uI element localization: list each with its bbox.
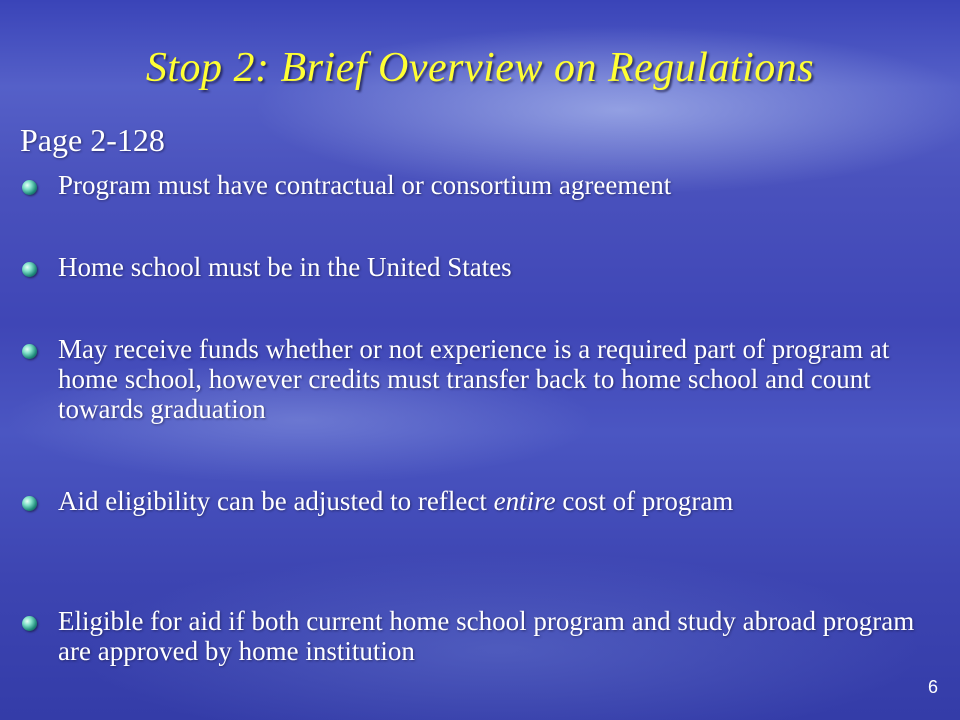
bullet-orb-icon <box>22 344 37 359</box>
bullet-orb-icon <box>22 262 37 277</box>
bullet-text: Eligible for aid if both current home school program and study abroad program are approved by home institution <box>58 606 915 666</box>
page-number: 6 <box>927 677 938 697</box>
bullet-text-emphasis: entire <box>493 486 556 516</box>
bullet-text-after: cost of program <box>555 486 734 516</box>
bullet-orb-icon <box>22 496 37 511</box>
bullet-text: Program must have contractual or consortium agreement <box>58 170 672 200</box>
slide-title: Stop 2: Brief Overview on Regulations <box>145 45 815 91</box>
bullet-orb-icon <box>22 616 37 631</box>
bullet-text-before: Aid eligibility can be adjusted to reflect <box>58 486 494 516</box>
page-reference: Page 2-128 <box>20 122 165 158</box>
bullet-text: Home school must be in the United States <box>58 252 512 282</box>
bullet-orb-icon <box>22 180 37 195</box>
bullet-text <box>58 486 948 516</box>
bullet-text: May receive funds whether or not experience is a required part of program at home school, however credits must transfer back to home school and count towards graduation <box>58 334 890 424</box>
